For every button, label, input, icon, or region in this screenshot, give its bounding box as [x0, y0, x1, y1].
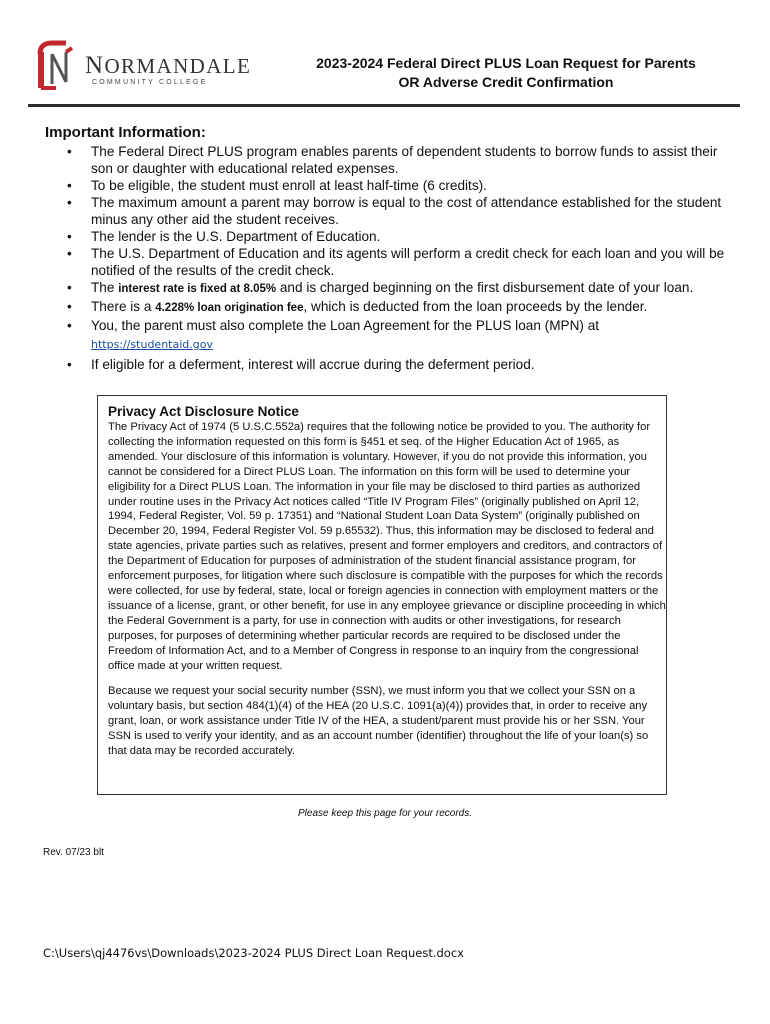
interest-rate-emphasis: interest rate is fixed at 8.05%	[118, 283, 277, 295]
list-item	[48, 194, 728, 228]
list-item	[48, 228, 728, 245]
normandale-logo	[36, 40, 252, 92]
ssn-notice-paragraph: Because we request your social security number (SSN), we must inform you that we collect your SSN on a voluntary basis, but section 484(1)(4) of the HEA (20 U.S.C. 1091(a)(4)) provides that, in order to receive any grant, loan, or work assistance under Title IV of the HEA, a student/parent must provide his or her SSN. Your SSN is used to verify your identity, and as an account number (identifier) throughout the life of your loan(s) so that data may be recorded accurately.	[108, 685, 649, 758]
origination-fee-emphasis: 4.228% loan origination fee	[155, 302, 304, 314]
document-title-line-2: OR Adverse Credit Confirmation	[398, 74, 614, 90]
list-item-text: You, the parent must also complete the Loan Agreement for the PLUS loan (MPN) at	[91, 318, 600, 333]
important-information-heading: Important Information:	[45, 124, 206, 141]
bullet-icon: •	[67, 280, 72, 295]
bullet-icon: •	[67, 357, 72, 372]
list-item-text: The maximum amount a parent may borrow is equal to the cost of attendance established for the student minus any other aid the student receives.	[91, 195, 722, 227]
list-item-text-post: , which is deducted from the loan proceeds by the lender.	[303, 299, 648, 314]
logo-wordmark-initial: N	[85, 52, 105, 79]
list-item	[48, 245, 728, 279]
bullet-icon: •	[67, 229, 72, 244]
list-item-text-post: and is charged beginning on the first disbursement date of your loan.	[276, 280, 694, 295]
list-item-text-pre: There is a	[91, 299, 156, 314]
list-item-text: The Federal Direct PLUS program enables parents of dependent students to borrow funds to assist their son or daughter with educational related expenses.	[91, 144, 718, 176]
file-path-footer: C:\Users\qj4476vs\Downloads\2023-2024 PLUS Direct Loan Request.docx	[43, 946, 464, 960]
list-item-text: To be eligible, the student must enroll at least half-time (6 credits).	[91, 178, 487, 193]
normandale-logo-mark-icon	[36, 40, 76, 92]
bullet-icon: •	[67, 299, 72, 314]
header-divider	[28, 104, 740, 107]
revision-label: Rev. 07/23 blt	[43, 847, 104, 858]
list-item	[48, 177, 728, 194]
privacy-notice-title: Privacy Act Disclosure Notice	[108, 404, 299, 419]
logo-wordmark-rest: ORMANDALE	[104, 54, 252, 78]
list-item	[48, 143, 728, 177]
logo-subtitle: COMMUNITY COLLEGE	[92, 79, 208, 86]
document-title-line-1: 2023-2024 Federal Direct PLUS Loan Request for Parents	[316, 55, 696, 71]
bullet-icon: •	[67, 144, 72, 159]
list-item-text: If eligible for a deferment, interest will accrue during the deferment period.	[91, 357, 535, 372]
important-information-list	[48, 143, 728, 373]
list-item-text: The U.S. Department of Education and its agents will perform a credit check for each loan and you will be notified of the results of the credit check.	[91, 246, 725, 278]
bullet-icon: •	[67, 178, 72, 193]
list-item	[48, 317, 728, 353]
document-title	[256, 54, 756, 92]
list-item	[48, 356, 728, 373]
privacy-act-notice-box	[97, 395, 667, 795]
list-item-text: The lender is the U.S. Department of Education.	[91, 229, 381, 244]
studentaid-link[interactable]: https://studentaid.gov	[91, 338, 213, 351]
privacy-notice-paragraph: The Privacy Act of 1974 (5 U.S.C.552a) requires that the following notice be provided to you. The authority for collecting the information requested on this form is §451 et seq. of the Higher Education Act of 1965, as amended. Your disclosure of this information is voluntary. However, if you do not provide this information, you cannot be considered for a Direct PLUS Loan. The information on this form will be used to determine your eligibility for a Direct PLUS Loan. The information in your file may be disclosed to third parties as authorized under routine uses in the Privacy Act notices called “Title IV Program Files” (originally published on April 12, 1994, Federal Register, Vol. 59 p. 17351) and “National Student Loan Data System” (originally published on December 20, 1994, Federal Register Vol. 59 p.65532). Thus, this information may be disclosed to federal and state agencies, private parties such as relatives, present and former employers and creditors, and contractors of the Department of Education for purposes of administration of the student financial assistance program, for enforcement purposes, for litigation where such disclosure is compatible with the purposes for which the records were collected, for use by federal, state, local or foreign agencies in connection with employment matters or the issuance of a license, grant, or other benefit, for use in any employee grievance or discipline proceeding in which the Federal Government is a party, for use in connection with audits or other investigations, for research purposes, for purposes of determining whether particular records are required to be disclosed under the Freedom of Information Act, and to a Member of Congress in response to an inquiry from the congressional office made at your written request.	[108, 421, 666, 672]
bullet-icon: •	[67, 246, 72, 261]
bullet-icon: •	[67, 195, 72, 210]
keep-records-note: Please keep this page for your records.	[298, 808, 472, 819]
list-item	[48, 298, 728, 317]
list-item	[48, 279, 728, 298]
bullet-icon: •	[67, 318, 72, 333]
list-item-text-pre: The	[91, 280, 119, 295]
logo-wordmark	[85, 52, 251, 80]
